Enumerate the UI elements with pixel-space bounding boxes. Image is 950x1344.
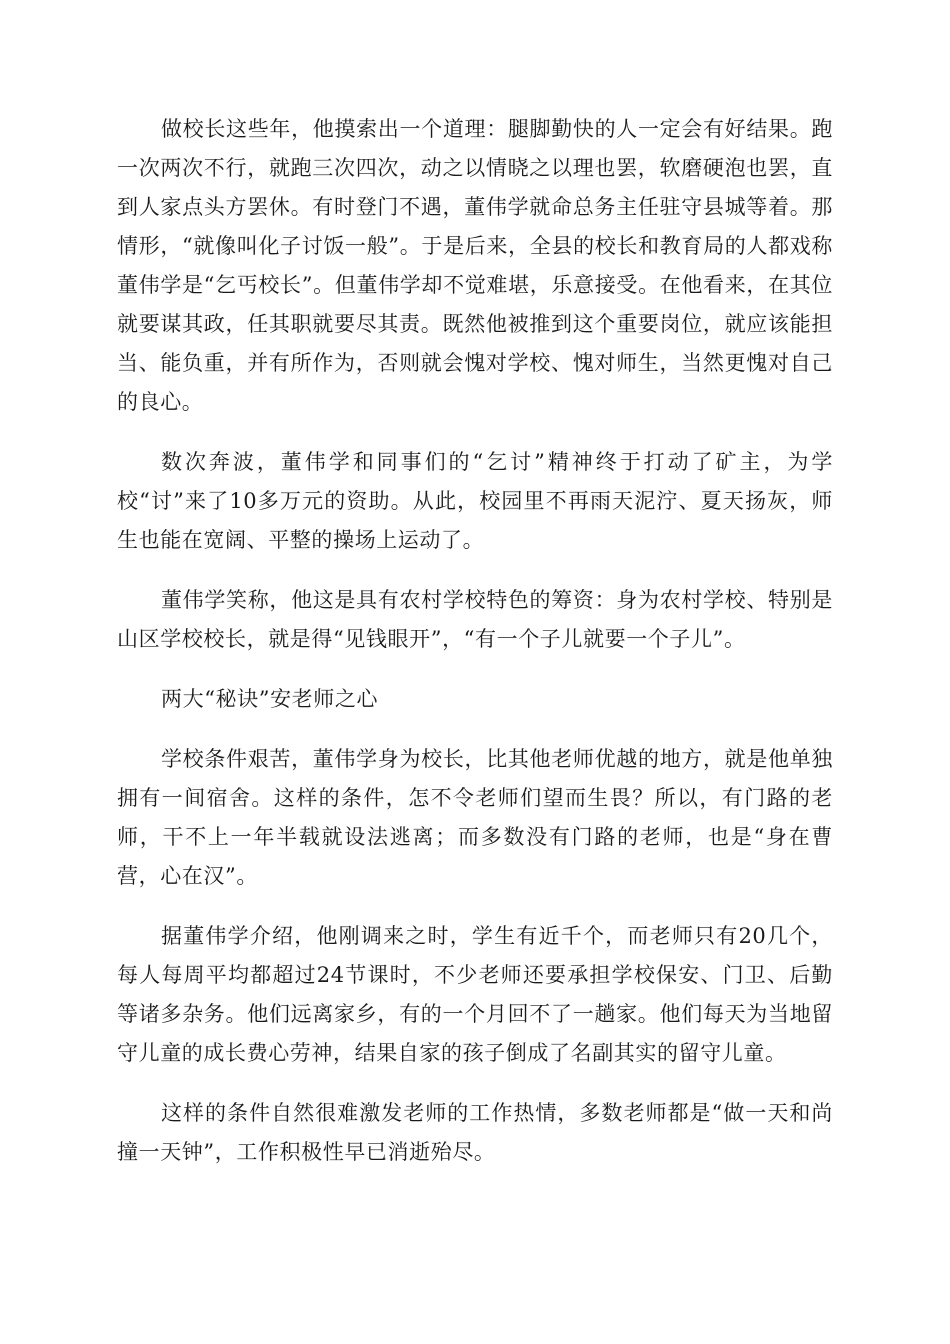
- article-body: [117, 110, 833, 1193]
- section-heading: 两大“秘诀”安老师之心: [161, 687, 379, 711]
- paragraph-low-morale: 这样的条件自然很难激发老师的工作热情，多数老师都是“做一天和尚撞一天钟”，工作积极性早已消逝殆尽。: [117, 1101, 833, 1164]
- paragraph-mine-owner-funding: 数次奔波，董伟学和同事们的“乞讨”精神终于打动了矿主，为学校“讨”来了10多万元的资助。从此，校园里不再雨天泥泞、夏天扬灰，师生也能在宽阔、平整的操场上运动了。: [117, 450, 833, 552]
- paragraph-hard-conditions: 学校条件艰苦，董伟学身为校长，比其他老师优越的地方，就是他单独拥有一间宿舍。这样的条件，怎不令老师们望而生畏？所以，有门路的老师，干不上一年半载就设法逃离；而多数没有门路的老师，也是“身在曹营，心在汉”。: [117, 747, 833, 888]
- paragraph-beggar-principal: 做校长这些年，他摸索出一个道理：腿脚勤快的人一定会有好结果。跑一次两次不行，就跑三次四次，动之以情晓之以理也罢，软磨硬泡也罢，直到人家点头方罢休。有时登门不遇，董伟学就命总务主任驻守县城等着。那情形，“就像叫化子讨饭一般”。于是后来，全县的校长和教育局的人都戏称董伟学是“乞丐校长”。但董伟学却不觉难堪，乐意接受。在他看来，在其位就要谋其政，任其职就要尽其责。既然他被推到这个重要岗位，就应该能担当、能负重，并有所作为，否则就会愧对学校、愧对师生，当然更愧对自己的良心。: [117, 117, 833, 414]
- paragraph-teacher-workload: 据董伟学介绍，他刚调来之时，学生有近千个，而老师只有20几个，每人每周平均都超过24节课时，不少老师还要承担学校保安、门卫、后勤等诸多杂务。他们远离家乡，有的一个月回不了一趟家。他们每天为当地留守儿童的成长费心劳神，结果自家的孩子倒成了名副其实的留守儿童。: [117, 924, 833, 1065]
- paragraph-fundraising-joke: 董伟学笑称，他这是具有农村学校特色的筹资：身为农村学校、特别是山区学校校长，就是得“见钱眼开”，“有一个子儿就要一个子儿”。: [117, 588, 833, 651]
